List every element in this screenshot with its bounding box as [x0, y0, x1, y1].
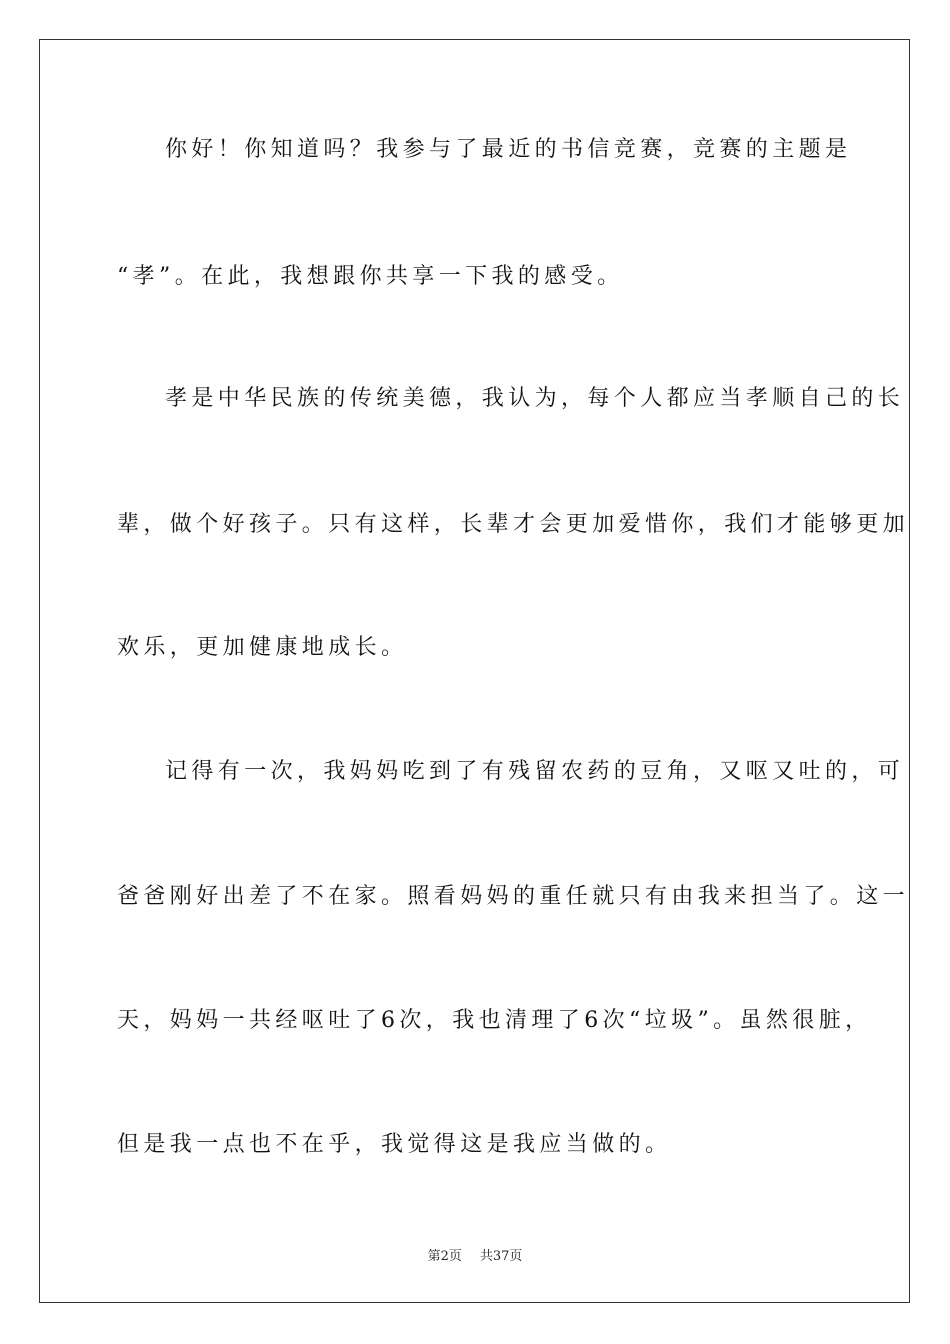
paragraph-2-line-3: 欢乐，更加健康地成长。: [117, 635, 408, 660]
page-footer: [0, 1245, 950, 1264]
paragraph-3-line-4: 但是我一点也不在乎，我觉得这是我应当做的。: [117, 1132, 672, 1157]
paragraph-1-line-1: 你好！你知道吗？我参与了最近的书信竞赛，竞赛的主题是: [165, 137, 852, 162]
page-total: 共37页: [479, 1249, 523, 1264]
paragraph-3-line-3: 天，妈妈一共经呕吐了6次，我也清理了6次“垃圾”。虽然很脏，: [117, 1008, 872, 1033]
page-number: 第2页: [427, 1249, 462, 1264]
paragraph-1-line-2: “孝”。在此，我想跟你共享一下我的感受。: [117, 264, 624, 289]
page-border: [39, 39, 910, 1303]
paragraph-3-line-2: 爸爸刚好出差了不在家。照看妈妈的重任就只有由我来担当了。这一: [117, 884, 910, 909]
paragraph-2-line-1: 孝是中华民族的传统美德，我认为，每个人都应当孝顺自己的长: [165, 386, 905, 411]
paragraph-3-line-1: 记得有一次，我妈妈吃到了有残留农药的豆角，又呕又吐的，可: [165, 759, 905, 784]
paragraph-2-line-2: 辈，做个好孩子。只有这样，长辈才会更加爱惜你，我们才能够更加: [117, 512, 910, 537]
